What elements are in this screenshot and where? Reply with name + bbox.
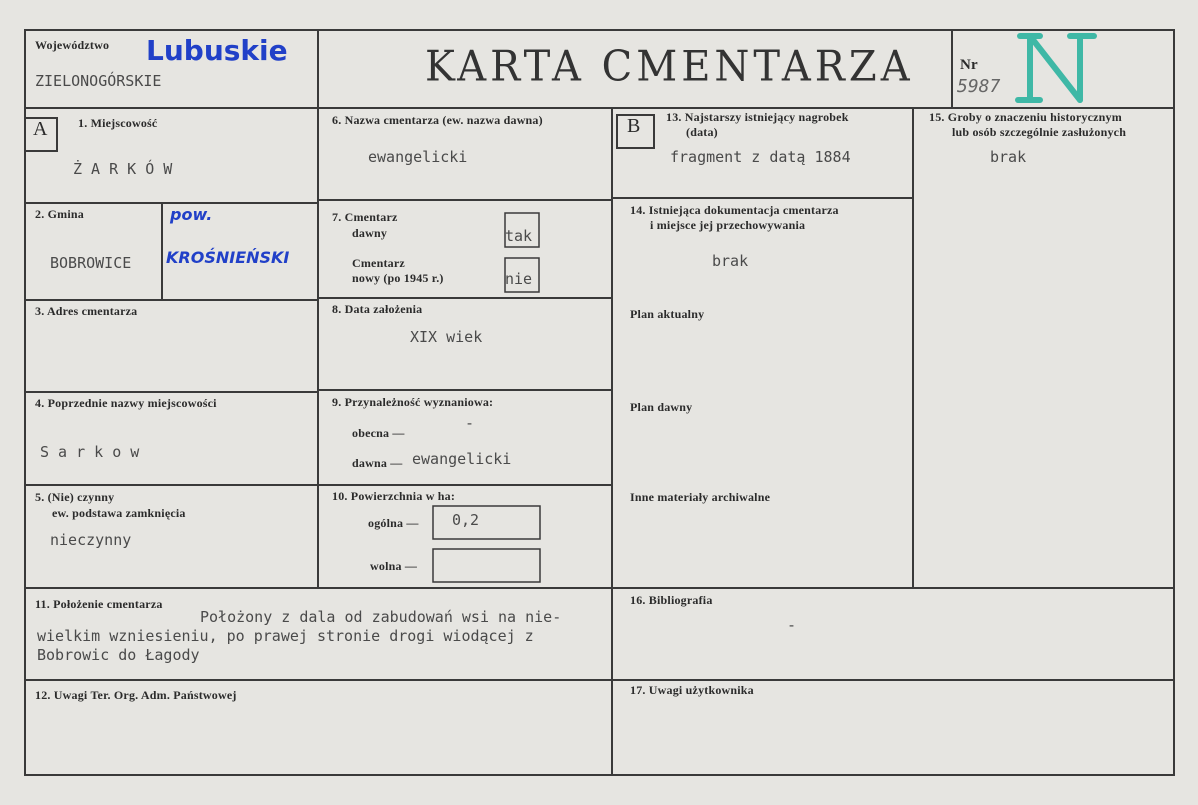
field-9-former-value: ewangelicki bbox=[412, 450, 512, 468]
plan-current-label: Plan aktualny bbox=[630, 307, 705, 321]
field-2-value: BOBROWICE bbox=[50, 254, 132, 272]
section-a-letter: A bbox=[33, 118, 48, 140]
field-10-total-label: ogólna — bbox=[368, 516, 419, 530]
field-9-current-value: - bbox=[465, 414, 475, 432]
field-14-label-line2: i miejsce jej przechowywania bbox=[650, 218, 806, 232]
field-7-label-line2: dawny bbox=[352, 226, 388, 240]
wojewodztwo-typed: ZIELONOGÓRSKIE bbox=[35, 72, 162, 90]
field-13-value: fragment z datą 1884 bbox=[670, 148, 851, 166]
field-11-line2: wielkim wzniesieniu, po prawej stronie drogi wiodącej z bbox=[37, 627, 534, 645]
field-8-label: 8. Data założenia bbox=[332, 302, 423, 316]
other-materials-label: Inne materiały archiwalne bbox=[630, 490, 771, 504]
stamp-n-icon bbox=[1018, 36, 1094, 100]
field-9-current-label: obecna — bbox=[352, 426, 405, 440]
field-14-value: brak bbox=[712, 252, 749, 270]
field-2-handwritten-line1: pow. bbox=[170, 205, 213, 224]
field-16-label: 16. Bibliografia bbox=[630, 593, 713, 607]
field-5-label-line2: ew. podstawa zamknięcia bbox=[52, 506, 186, 520]
page-title: KARTA CMENTARZA bbox=[425, 42, 914, 92]
field-6-value: ewangelicki bbox=[368, 148, 468, 166]
field-12-label: 12. Uwagi Ter. Org. Adm. Państwowej bbox=[35, 688, 237, 702]
field-7-new-line1: Cmentarz bbox=[352, 256, 405, 270]
field-15-label-line2: lub osób szczególnie zasłużonych bbox=[952, 125, 1127, 139]
field-16-value: - bbox=[787, 616, 797, 634]
field-10-total-value: 0,2 bbox=[452, 511, 480, 529]
wojewodztwo-handwritten: Lubuskie bbox=[146, 34, 288, 67]
field-9-former-label: dawna — bbox=[352, 456, 403, 470]
nr-value: 5987 bbox=[957, 76, 1001, 97]
nr-label: Nr bbox=[960, 57, 978, 73]
section-b-letter: B bbox=[627, 115, 641, 137]
plan-old-label: Plan dawny bbox=[630, 400, 693, 414]
field-1-label: 1. Miejscowość bbox=[78, 116, 158, 130]
field-7-new-line2: nowy (po 1945 r.) bbox=[352, 271, 444, 285]
field-3-label: 3. Adres cmentarza bbox=[35, 304, 138, 318]
field-7-new-value: nie bbox=[505, 270, 533, 288]
field-10-free-label: wolna — bbox=[370, 559, 418, 573]
field-4-value: S a r k o w bbox=[40, 443, 140, 461]
field-11-line3: Bobrowic do Łagody bbox=[37, 646, 200, 664]
field-15-label-line1: 15. Groby o znaczeniu historycznym bbox=[929, 110, 1122, 124]
field-2-label: 2. Gmina bbox=[35, 207, 84, 221]
field-2-handwritten-line2: KROŚNIEŃSKI bbox=[166, 248, 290, 267]
field-5-value: nieczynny bbox=[50, 531, 132, 549]
wojewodztwo-label: Województwo bbox=[35, 38, 110, 52]
field-7-label-line1: 7. Cmentarz bbox=[332, 210, 398, 224]
field-8-value: XIX wiek bbox=[410, 328, 483, 346]
field-9-label: 9. Przynależność wyznaniowa: bbox=[332, 395, 494, 409]
field-7-old-value: tak bbox=[505, 227, 533, 245]
field-11-line1: Położony z dala od zabudowań wsi na nie- bbox=[200, 608, 562, 626]
field-13-label-line1: 13. Najstarszy istniejący nagrobek bbox=[666, 110, 849, 124]
field-14-label-line1: 14. Istniejąca dokumentacja cmentarza bbox=[630, 203, 839, 217]
field-6-label: 6. Nazwa cmentarza (ew. nazwa dawna) bbox=[332, 113, 543, 127]
field-4-label: 4. Poprzednie nazwy miejscowości bbox=[35, 396, 217, 410]
field-5-label-line1: 5. (Nie) czynny bbox=[35, 490, 115, 504]
field-10-label: 10. Powierzchnia w ha: bbox=[332, 489, 456, 503]
field-17-label: 17. Uwagi użytkownika bbox=[630, 683, 754, 697]
field-1-value: Ż A R K Ó W bbox=[73, 160, 173, 178]
field-11-label: 11. Położenie cmentarza bbox=[35, 597, 163, 611]
field-15-value: brak bbox=[990, 148, 1027, 166]
field-13-label-line2: (data) bbox=[686, 125, 718, 139]
